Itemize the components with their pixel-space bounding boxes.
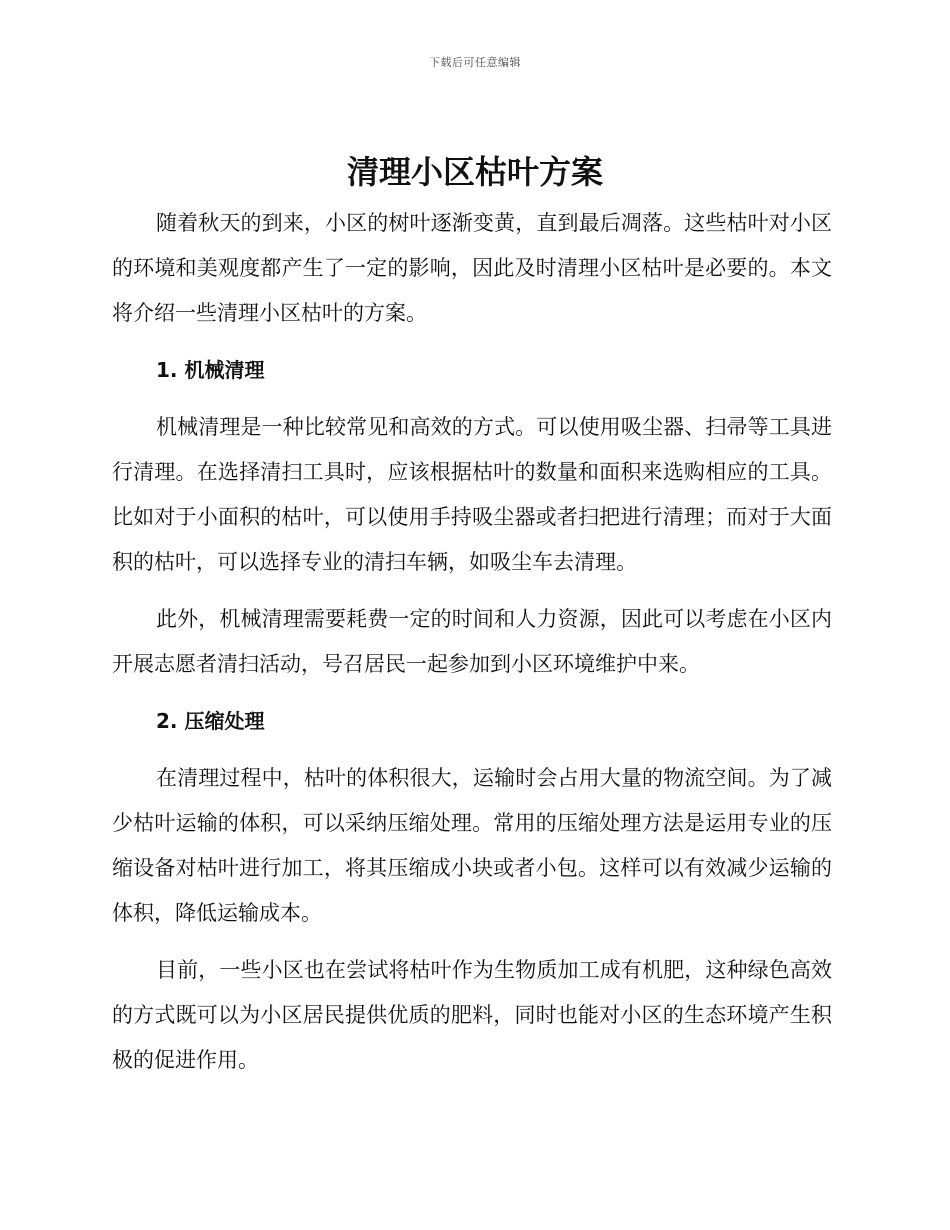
section-heading-compression: 2. 压缩处理 xyxy=(156,709,265,733)
intro-paragraph: 随着秋天的到来，小区的树叶逐渐变黄，直到最后凋落。这些枯叶对小区的环境和美观度都产生了一定的影响，因此及时清理小区枯叶是必要的。本文将介绍一些清理小区枯叶的方案。 xyxy=(112,211,832,325)
section-2-paragraph-2: 目前，一些小区也在尝试将枯叶作为生物质加工成有机肥，这种绿色高效的方式既可以为小区居民提供优质的肥料，同时也能对小区的生态环境产生积极的促进作用。 xyxy=(112,958,832,1072)
section-heading-mechanical: 1. 机械清理 xyxy=(156,358,265,382)
page-header-note: 下载后可任意编辑 xyxy=(429,56,521,69)
document-title: 清理小区枯叶方案 xyxy=(346,153,603,191)
section-1-paragraph-1: 机械清理是一种比较常见和高效的方式。可以使用吸尘器、扫帚等工具进行清理。在选择清扫工具时，应该根据枯叶的数量和面积来选购相应的工具。比如对于小面积的枯叶，可以使用手持吸尘器或者扫把进行清理；而对于大面积的枯叶，可以选择专业的清扫车辆，如吸尘车去清理。 xyxy=(112,415,832,574)
document-body xyxy=(112,201,832,1095)
section-1-paragraph-2: 此外，机械清理需要耗费一定的时间和人力资源，因此可以考虑在小区内开展志愿者清扫活动，号召居民一起参加到小区环境维护中来。 xyxy=(112,607,832,676)
section-2-paragraph-1: 在清理过程中，枯叶的体积很大，运输时会占用大量的物流空间。为了减少枯叶运输的体积，可以采纳压缩处理。常用的压缩处理方法是运用专业的压缩设备对枯叶进行加工，将其压缩成小块或者小包。这样可以有效减少运输的体积，降低运输成本。 xyxy=(112,766,832,925)
